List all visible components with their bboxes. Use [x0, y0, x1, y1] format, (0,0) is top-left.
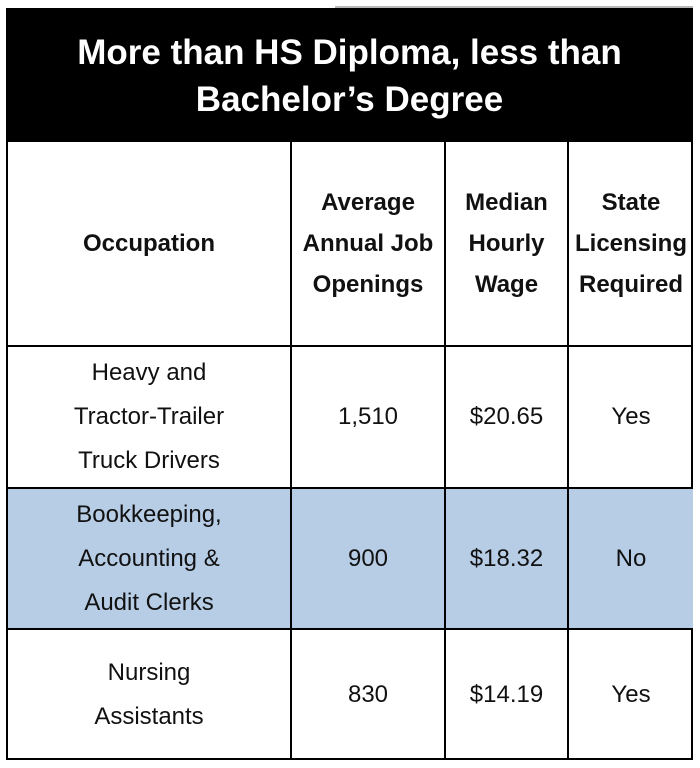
cell-licensing: Yes — [611, 681, 651, 708]
table-row — [8, 629, 693, 760]
table-row — [8, 346, 693, 488]
cell-occupation: Heavy and Tractor-Trailer Truck Drivers — [8, 346, 291, 488]
header-annual-job-openings: Average Annual Job Openings — [291, 142, 445, 346]
cell-openings: 830 — [291, 629, 445, 760]
header-median-hourly-wage: Median Hourly Wage — [445, 142, 568, 346]
table-title: More than HS Diploma, less than Bachelor’s Degree — [77, 33, 622, 119]
occupation-table-card — [6, 8, 693, 760]
occupation-table — [8, 142, 693, 760]
cell-occupation: Bookkeeping, Accounting & Audit Clerks — [8, 488, 291, 629]
cell-openings: 900 — [291, 488, 445, 629]
cell-openings: 1,510 — [291, 346, 445, 488]
cell-wage: $20.65 — [445, 346, 568, 488]
table-row — [8, 488, 693, 629]
cell-licensing: Yes — [568, 346, 693, 488]
header-row — [8, 142, 693, 346]
cell-licensing: No — [568, 488, 693, 629]
cell-occupation: Nursing Assistants — [8, 629, 291, 760]
cell-wage: $14.19 — [445, 629, 568, 760]
header-occupation: Occupation — [8, 142, 291, 346]
cell-wage: $18.32 — [445, 488, 568, 629]
table-title-banner — [8, 10, 691, 142]
header-state-licensing-required: State Licensing Required — [568, 142, 693, 346]
